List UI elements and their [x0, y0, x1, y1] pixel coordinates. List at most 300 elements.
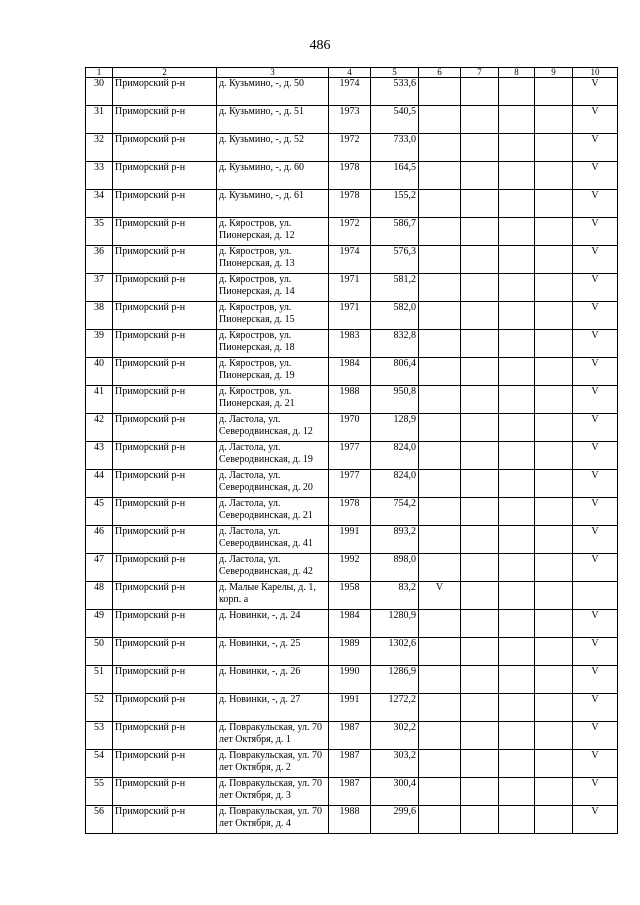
address-cell: д. Кузьмино, -, д. 51 [217, 106, 329, 134]
mark-cell-7 [461, 218, 499, 246]
mark-cell-9 [535, 666, 573, 694]
mark-cell-10: V [573, 246, 618, 274]
mark-cell-7 [461, 666, 499, 694]
row-number-cell: 34 [86, 190, 113, 218]
row-number-cell: 36 [86, 246, 113, 274]
mark-cell-8 [499, 218, 535, 246]
mark-cell-6 [419, 218, 461, 246]
address-cell: д. Ластола, ул. Северодвинская, д. 42 [217, 554, 329, 582]
year-built-cell: 1970 [329, 414, 371, 442]
table-row [86, 78, 618, 106]
mark-cell-8 [499, 778, 535, 806]
mark-cell-7 [461, 694, 499, 722]
mark-cell-8 [499, 694, 535, 722]
row-number-cell: 47 [86, 554, 113, 582]
row-number-cell: 31 [86, 106, 113, 134]
housing-register-table [85, 67, 618, 834]
mark-cell-8 [499, 750, 535, 778]
address-cell: д. Новинки, -, д. 24 [217, 610, 329, 638]
area-cell: 540,5 [371, 106, 419, 134]
mark-cell-8 [499, 414, 535, 442]
area-cell: 155,2 [371, 190, 419, 218]
row-number-cell: 43 [86, 442, 113, 470]
row-number-cell: 56 [86, 806, 113, 834]
mark-cell-10: V [573, 526, 618, 554]
row-number-cell: 52 [86, 694, 113, 722]
mark-cell-7 [461, 162, 499, 190]
row-number-cell: 55 [86, 778, 113, 806]
address-cell: д. Повракульская, ул. 70 лет Октября, д. 1 [217, 722, 329, 750]
area-cell: 806,4 [371, 358, 419, 386]
mark-cell-7 [461, 582, 499, 610]
mark-cell-10: V [573, 778, 618, 806]
column-number-header: 6 [419, 68, 461, 78]
table-row [86, 470, 618, 498]
mark-cell-10: V [573, 106, 618, 134]
mark-cell-10: V [573, 218, 618, 246]
mark-cell-10: V [573, 190, 618, 218]
table-row [86, 722, 618, 750]
district-cell: Приморский р-н [113, 722, 217, 750]
mark-cell-9 [535, 218, 573, 246]
area-cell: 581,2 [371, 274, 419, 302]
mark-cell-6 [419, 498, 461, 526]
table-row [86, 302, 618, 330]
table-row [86, 806, 618, 834]
district-cell: Приморский р-н [113, 134, 217, 162]
address-cell: д. Кузьмино, -, д. 50 [217, 78, 329, 106]
mark-cell-9 [535, 330, 573, 358]
mark-cell-6 [419, 638, 461, 666]
table-row [86, 666, 618, 694]
address-cell: д. Кяростров, ул. Пионерская, д. 15 [217, 302, 329, 330]
table-row [86, 274, 618, 302]
address-cell: д. Кузьмино, -, д. 61 [217, 190, 329, 218]
column-number-header: 4 [329, 68, 371, 78]
mark-cell-10: V [573, 806, 618, 834]
year-built-cell: 1991 [329, 526, 371, 554]
year-built-cell: 1978 [329, 190, 371, 218]
mark-cell-6 [419, 190, 461, 218]
area-cell: 754,2 [371, 498, 419, 526]
district-cell: Приморский р-н [113, 666, 217, 694]
mark-cell-9 [535, 386, 573, 414]
mark-cell-8 [499, 78, 535, 106]
mark-cell-7 [461, 778, 499, 806]
mark-cell-10: V [573, 694, 618, 722]
mark-cell-7 [461, 386, 499, 414]
column-number-header: 2 [113, 68, 217, 78]
address-cell: д. Кяростров, ул. Пионерская, д. 19 [217, 358, 329, 386]
year-built-cell: 1983 [329, 330, 371, 358]
area-cell: 83,2 [371, 582, 419, 610]
year-built-cell: 1978 [329, 498, 371, 526]
year-built-cell: 1972 [329, 134, 371, 162]
year-built-cell: 1958 [329, 582, 371, 610]
table-body [86, 78, 618, 834]
mark-cell-10: V [573, 470, 618, 498]
mark-cell-9 [535, 414, 573, 442]
mark-cell-8 [499, 806, 535, 834]
area-cell: 582,0 [371, 302, 419, 330]
table-row [86, 750, 618, 778]
address-cell: д. Кяростров, ул. Пионерская, д. 14 [217, 274, 329, 302]
mark-cell-8 [499, 106, 535, 134]
column-number-header: 3 [217, 68, 329, 78]
table-row [86, 554, 618, 582]
mark-cell-9 [535, 106, 573, 134]
mark-cell-9 [535, 358, 573, 386]
area-cell: 832,8 [371, 330, 419, 358]
address-cell: д. Кузьмино, -, д. 60 [217, 162, 329, 190]
address-cell: д. Новинки, -, д. 26 [217, 666, 329, 694]
mark-cell-7 [461, 330, 499, 358]
year-built-cell: 1974 [329, 246, 371, 274]
mark-cell-7 [461, 750, 499, 778]
mark-cell-6 [419, 526, 461, 554]
table-row [86, 386, 618, 414]
mark-cell-10: V [573, 274, 618, 302]
mark-cell-10: V [573, 638, 618, 666]
mark-cell-7 [461, 442, 499, 470]
table-row [86, 106, 618, 134]
mark-cell-6 [419, 134, 461, 162]
mark-cell-8 [499, 554, 535, 582]
mark-cell-6 [419, 722, 461, 750]
table-row [86, 218, 618, 246]
mark-cell-7 [461, 554, 499, 582]
row-number-cell: 40 [86, 358, 113, 386]
area-cell: 898,0 [371, 554, 419, 582]
column-number-header: 9 [535, 68, 573, 78]
area-cell: 299,6 [371, 806, 419, 834]
mark-cell-8 [499, 470, 535, 498]
year-built-cell: 1992 [329, 554, 371, 582]
mark-cell-10: V [573, 386, 618, 414]
address-cell: д. Новинки, -, д. 27 [217, 694, 329, 722]
mark-cell-6 [419, 442, 461, 470]
mark-cell-6 [419, 666, 461, 694]
area-cell: 302,2 [371, 722, 419, 750]
address-cell: д. Повракульская, ул. 70 лет Октября, д. 4 [217, 806, 329, 834]
mark-cell-9 [535, 778, 573, 806]
table-row [86, 190, 618, 218]
mark-cell-9 [535, 806, 573, 834]
column-number-header: 5 [371, 68, 419, 78]
area-cell: 586,7 [371, 218, 419, 246]
mark-cell-10: V [573, 330, 618, 358]
mark-cell-10: V [573, 134, 618, 162]
year-built-cell: 1990 [329, 666, 371, 694]
address-cell: д. Ластола, ул. Северодвинская, д. 41 [217, 526, 329, 554]
mark-cell-9 [535, 246, 573, 274]
year-built-cell: 1991 [329, 694, 371, 722]
district-cell: Приморский р-н [113, 162, 217, 190]
mark-cell-10: V [573, 442, 618, 470]
table-row [86, 498, 618, 526]
mark-cell-9 [535, 638, 573, 666]
mark-cell-9 [535, 722, 573, 750]
district-cell: Приморский р-н [113, 414, 217, 442]
row-number-cell: 42 [86, 414, 113, 442]
mark-cell-8 [499, 386, 535, 414]
table-row [86, 526, 618, 554]
mark-cell-8 [499, 162, 535, 190]
mark-cell-7 [461, 526, 499, 554]
mark-cell-8 [499, 358, 535, 386]
address-cell: д. Ластола, ул. Северодвинская, д. 20 [217, 470, 329, 498]
mark-cell-8 [499, 610, 535, 638]
area-cell: 1280,9 [371, 610, 419, 638]
district-cell: Приморский р-н [113, 778, 217, 806]
area-cell: 300,4 [371, 778, 419, 806]
mark-cell-7 [461, 610, 499, 638]
mark-cell-8 [499, 190, 535, 218]
mark-cell-10: V [573, 302, 618, 330]
row-number-cell: 30 [86, 78, 113, 106]
mark-cell-9 [535, 610, 573, 638]
mark-cell-6 [419, 386, 461, 414]
mark-cell-8 [499, 666, 535, 694]
area-cell: 303,2 [371, 750, 419, 778]
address-cell: д. Кяростров, ул. Пионерская, д. 18 [217, 330, 329, 358]
district-cell: Приморский р-н [113, 330, 217, 358]
area-cell: 164,5 [371, 162, 419, 190]
row-number-cell: 32 [86, 134, 113, 162]
row-number-cell: 38 [86, 302, 113, 330]
mark-cell-10: V [573, 162, 618, 190]
column-number-header: 10 [573, 68, 618, 78]
district-cell: Приморский р-н [113, 218, 217, 246]
year-built-cell: 1988 [329, 806, 371, 834]
mark-cell-7 [461, 722, 499, 750]
mark-cell-7 [461, 470, 499, 498]
table-row [86, 162, 618, 190]
mark-cell-10: V [573, 498, 618, 526]
row-number-cell: 44 [86, 470, 113, 498]
year-built-cell: 1987 [329, 750, 371, 778]
mark-cell-7 [461, 638, 499, 666]
year-built-cell: 1977 [329, 442, 371, 470]
mark-cell-9 [535, 498, 573, 526]
mark-cell-9 [535, 274, 573, 302]
mark-cell-7 [461, 78, 499, 106]
mark-cell-7 [461, 302, 499, 330]
mark-cell-8 [499, 442, 535, 470]
row-number-cell: 39 [86, 330, 113, 358]
mark-cell-6 [419, 806, 461, 834]
district-cell: Приморский р-н [113, 806, 217, 834]
table-row [86, 414, 618, 442]
address-cell: д. Малые Карелы, д. 1, корп. а [217, 582, 329, 610]
mark-cell-7 [461, 106, 499, 134]
district-cell: Приморский р-н [113, 638, 217, 666]
mark-cell-9 [535, 694, 573, 722]
table-row [86, 610, 618, 638]
mark-cell-10: V [573, 610, 618, 638]
mark-cell-8 [499, 526, 535, 554]
year-built-cell: 1973 [329, 106, 371, 134]
table-row [86, 358, 618, 386]
district-cell: Приморский р-н [113, 582, 217, 610]
address-cell: д. Кузьмино, -, д. 52 [217, 134, 329, 162]
mark-cell-6 [419, 246, 461, 274]
mark-cell-6 [419, 414, 461, 442]
year-built-cell: 1971 [329, 274, 371, 302]
mark-cell-6 [419, 330, 461, 358]
year-built-cell: 1971 [329, 302, 371, 330]
mark-cell-9 [535, 302, 573, 330]
mark-cell-9 [535, 470, 573, 498]
address-cell: д. Ластола, ул. Северодвинская, д. 12 [217, 414, 329, 442]
address-cell: д. Повракульская, ул. 70 лет Октября, д. 3 [217, 778, 329, 806]
mark-cell-6 [419, 778, 461, 806]
year-built-cell: 1988 [329, 386, 371, 414]
address-cell: д. Кяростров, ул. Пионерская, д. 13 [217, 246, 329, 274]
row-number-cell: 49 [86, 610, 113, 638]
district-cell: Приморский р-н [113, 106, 217, 134]
table-row [86, 582, 618, 610]
row-number-cell: 54 [86, 750, 113, 778]
mark-cell-9 [535, 442, 573, 470]
row-number-cell: 48 [86, 582, 113, 610]
table-row [86, 638, 618, 666]
area-cell: 824,0 [371, 442, 419, 470]
mark-cell-8 [499, 134, 535, 162]
mark-cell-8 [499, 582, 535, 610]
district-cell: Приморский р-н [113, 554, 217, 582]
area-cell: 824,0 [371, 470, 419, 498]
mark-cell-9 [535, 750, 573, 778]
mark-cell-6 [419, 470, 461, 498]
year-built-cell: 1978 [329, 162, 371, 190]
table-row [86, 246, 618, 274]
district-cell: Приморский р-н [113, 190, 217, 218]
area-cell: 1272,2 [371, 694, 419, 722]
row-number-cell: 45 [86, 498, 113, 526]
mark-cell-10: V [573, 554, 618, 582]
row-number-cell: 37 [86, 274, 113, 302]
column-number-header: 7 [461, 68, 499, 78]
mark-cell-7 [461, 498, 499, 526]
district-cell: Приморский р-н [113, 274, 217, 302]
mark-cell-9 [535, 78, 573, 106]
mark-cell-8 [499, 722, 535, 750]
area-cell: 533,6 [371, 78, 419, 106]
area-cell: 576,3 [371, 246, 419, 274]
area-cell: 893,2 [371, 526, 419, 554]
mark-cell-6 [419, 610, 461, 638]
district-cell: Приморский р-н [113, 526, 217, 554]
row-number-cell: 41 [86, 386, 113, 414]
year-built-cell: 1972 [329, 218, 371, 246]
year-built-cell: 1989 [329, 638, 371, 666]
district-cell: Приморский р-н [113, 610, 217, 638]
mark-cell-7 [461, 806, 499, 834]
column-number-header: 1 [86, 68, 113, 78]
table-row [86, 134, 618, 162]
mark-cell-8 [499, 330, 535, 358]
mark-cell-6 [419, 78, 461, 106]
table-row [86, 442, 618, 470]
mark-cell-9 [535, 554, 573, 582]
mark-cell-6 [419, 162, 461, 190]
mark-cell-10: V [573, 414, 618, 442]
mark-cell-6 [419, 106, 461, 134]
mark-cell-9 [535, 134, 573, 162]
row-number-cell: 46 [86, 526, 113, 554]
mark-cell-10: V [573, 78, 618, 106]
district-cell: Приморский р-н [113, 442, 217, 470]
area-cell: 733,0 [371, 134, 419, 162]
address-cell: д. Новинки, -, д. 25 [217, 638, 329, 666]
mark-cell-10: V [573, 358, 618, 386]
district-cell: Приморский р-н [113, 358, 217, 386]
mark-cell-6 [419, 274, 461, 302]
mark-cell-8 [499, 274, 535, 302]
district-cell: Приморский р-н [113, 694, 217, 722]
row-number-cell: 33 [86, 162, 113, 190]
mark-cell-7 [461, 358, 499, 386]
mark-cell-10: V [573, 722, 618, 750]
mark-cell-8 [499, 498, 535, 526]
table-row [86, 778, 618, 806]
area-cell: 1302,6 [371, 638, 419, 666]
district-cell: Приморский р-н [113, 386, 217, 414]
address-cell: д. Кяростров, ул. Пионерская, д. 21 [217, 386, 329, 414]
area-cell: 128,9 [371, 414, 419, 442]
mark-cell-7 [461, 246, 499, 274]
mark-cell-6: V [419, 582, 461, 610]
table-row [86, 694, 618, 722]
column-number-row [86, 68, 618, 78]
mark-cell-9 [535, 190, 573, 218]
district-cell: Приморский р-н [113, 750, 217, 778]
year-built-cell: 1974 [329, 78, 371, 106]
district-cell: Приморский р-н [113, 78, 217, 106]
mark-cell-6 [419, 554, 461, 582]
year-built-cell: 1984 [329, 358, 371, 386]
year-built-cell: 1984 [329, 610, 371, 638]
address-cell: д. Кяростров, ул. Пионерская, д. 12 [217, 218, 329, 246]
row-number-cell: 35 [86, 218, 113, 246]
row-number-cell: 53 [86, 722, 113, 750]
mark-cell-10 [573, 582, 618, 610]
district-cell: Приморский р-н [113, 498, 217, 526]
row-number-cell: 51 [86, 666, 113, 694]
mark-cell-8 [499, 638, 535, 666]
mark-cell-6 [419, 694, 461, 722]
mark-cell-9 [535, 526, 573, 554]
page-number: 486 [309, 38, 331, 53]
mark-cell-10: V [573, 750, 618, 778]
mark-cell-8 [499, 302, 535, 330]
mark-cell-10: V [573, 666, 618, 694]
row-number-cell: 50 [86, 638, 113, 666]
mark-cell-7 [461, 190, 499, 218]
column-number-header: 8 [499, 68, 535, 78]
table-row [86, 330, 618, 358]
address-cell: д. Ластола, ул. Северодвинская, д. 19 [217, 442, 329, 470]
address-cell: д. Ластола, ул. Северодвинская, д. 21 [217, 498, 329, 526]
mark-cell-7 [461, 414, 499, 442]
year-built-cell: 1987 [329, 722, 371, 750]
year-built-cell: 1987 [329, 778, 371, 806]
year-built-cell: 1977 [329, 470, 371, 498]
mark-cell-7 [461, 274, 499, 302]
mark-cell-6 [419, 750, 461, 778]
mark-cell-7 [461, 134, 499, 162]
